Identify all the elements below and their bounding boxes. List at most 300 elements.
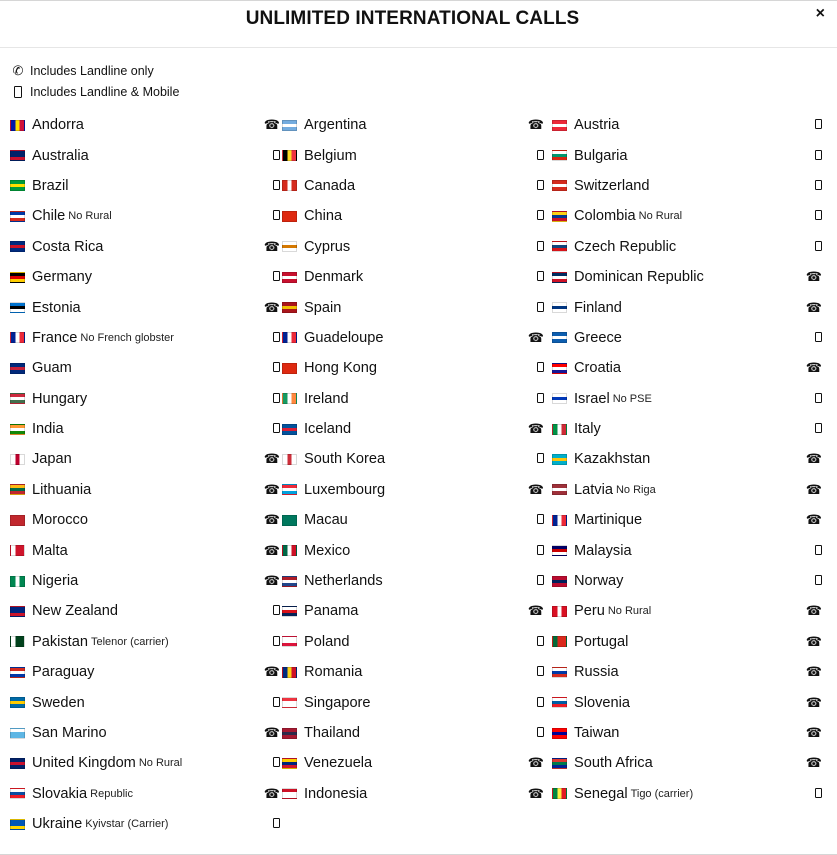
flag-icon (282, 363, 297, 374)
mobile-icon (10, 86, 26, 98)
country-row (552, 566, 822, 596)
country-name: Croatia (574, 360, 622, 377)
flag-icon (10, 728, 25, 739)
country-row (10, 475, 280, 505)
country-row (10, 444, 280, 474)
flag-icon (552, 120, 567, 131)
country-name: Malaysia (574, 542, 632, 559)
country-name: Ukraine (32, 816, 83, 833)
flag-icon (282, 545, 297, 556)
phone-icon: ✆ (12, 63, 24, 78)
phone-icon: ☎ (527, 755, 544, 771)
country-note: Tigo (carrier) (630, 787, 694, 800)
country-row (10, 262, 280, 292)
phone-icon: ☎ (263, 664, 280, 680)
mobile-icon (537, 450, 544, 468)
flag-icon (552, 272, 567, 283)
phone-icon: ☎ (805, 725, 822, 740)
legend-landline (10, 60, 179, 81)
country-name: Pakistan (32, 633, 88, 650)
country-row (552, 292, 822, 322)
country-name: Peru (574, 603, 605, 620)
flag-icon (282, 393, 297, 404)
phone-icon: ☎ (263, 117, 280, 133)
flag-icon (282, 576, 297, 587)
country-row (552, 687, 822, 717)
mobile-icon (537, 207, 544, 225)
country-row (552, 444, 822, 474)
country-row (10, 323, 280, 353)
country-row (552, 110, 822, 140)
legend-label: Includes Landline & Mobile (30, 84, 180, 99)
flag-icon (10, 606, 25, 617)
country-row (282, 201, 554, 231)
country-column-2 (282, 110, 554, 809)
country-name: Austria (574, 117, 620, 134)
phone-icon: ☎ (805, 512, 822, 528)
country-row (10, 566, 280, 596)
mobile-icon (815, 329, 822, 347)
legend-label: Includes Landline only (30, 63, 154, 78)
mobile-icon (273, 815, 280, 833)
phone-icon: ☎ (263, 725, 280, 740)
country-name: Panama (304, 603, 359, 620)
flag-icon (10, 393, 25, 404)
country-row (282, 384, 554, 414)
flag-icon (282, 241, 297, 252)
country-name: Greece (574, 329, 622, 346)
country-row (552, 171, 822, 201)
flag-icon (552, 636, 567, 647)
country-row (552, 140, 822, 170)
mobile-icon (815, 116, 822, 134)
country-row (552, 323, 822, 353)
country-name: Lithuania (32, 481, 92, 498)
country-row (10, 535, 280, 565)
country-row (552, 232, 822, 262)
close-icon[interactable]: × (815, 5, 825, 22)
country-name: Venezuela (304, 755, 373, 772)
flag-icon (282, 302, 297, 313)
country-name: Malta (32, 542, 68, 559)
country-row (282, 535, 554, 565)
country-row (10, 809, 280, 839)
country-note: No French globster (80, 331, 174, 344)
mobile-icon (537, 238, 544, 256)
mobile-icon (815, 238, 822, 256)
country-row (282, 627, 554, 657)
flag-icon (10, 272, 25, 283)
country-name: Martinique (574, 512, 643, 529)
country-row (282, 505, 554, 535)
country-name: Netherlands (304, 573, 383, 590)
country-note: Republic (90, 787, 133, 800)
phone-icon: ☎ (527, 785, 544, 801)
country-name: Senegal (574, 785, 628, 802)
country-name: Hong Kong (304, 360, 378, 377)
phone-icon: ☎ (805, 481, 822, 497)
flag-icon (282, 211, 297, 222)
mobile-icon (537, 390, 544, 408)
flag-icon (10, 758, 25, 769)
mobile-icon (273, 754, 280, 772)
country-note: No Riga (615, 483, 656, 496)
flag-icon (552, 606, 567, 617)
country-name: Norway (574, 573, 624, 590)
country-name: Canada (304, 177, 356, 194)
flag-icon (10, 515, 25, 526)
country-row (10, 687, 280, 717)
flag-icon (10, 332, 25, 343)
legend-mobile (10, 81, 179, 102)
phone-icon: ☎ (263, 785, 280, 801)
mobile-icon (815, 572, 822, 590)
country-row (10, 627, 280, 657)
mobile-icon (537, 177, 544, 195)
country-name: Iceland (304, 421, 352, 438)
country-name: Australia (32, 147, 89, 164)
country-row (282, 566, 554, 596)
dialog-header (0, 1, 837, 48)
flag-icon (10, 819, 25, 830)
country-row (552, 262, 822, 292)
mobile-icon (815, 147, 822, 165)
country-row (282, 748, 554, 778)
mobile-icon (273, 147, 280, 165)
mobile-icon (537, 663, 544, 681)
mobile-icon (273, 694, 280, 712)
mobile-icon (537, 572, 544, 590)
flag-icon (552, 728, 567, 739)
country-name: Kazakhstan (574, 451, 651, 468)
mobile-icon (537, 359, 544, 377)
country-name: Argentina (304, 117, 367, 134)
country-name: Israel (574, 390, 610, 407)
flag-icon (552, 302, 567, 313)
country-row (282, 657, 554, 687)
phone-icon: ☎ (527, 421, 544, 437)
mobile-icon (273, 602, 280, 620)
country-name: Thailand (304, 725, 360, 741)
country-name: France (32, 329, 78, 346)
dialog-title: UNLIMITED INTERNATIONAL CALLS (245, 8, 580, 29)
country-name: Slovakia (32, 785, 88, 802)
phone-icon: ☎ (527, 117, 544, 133)
flag-icon (10, 302, 25, 313)
country-row (552, 201, 822, 231)
flag-icon (552, 576, 567, 587)
mobile-icon (815, 542, 822, 560)
country-name: United Kingdom (32, 755, 136, 772)
country-name: Cyprus (304, 238, 351, 255)
flag-icon (282, 454, 297, 465)
mobile-icon (815, 390, 822, 408)
flag-icon (282, 484, 297, 495)
country-name: South Korea (304, 451, 386, 468)
mobile-icon (273, 390, 280, 408)
flag-icon (552, 758, 567, 769)
mobile-icon (815, 207, 822, 225)
country-row (10, 596, 280, 626)
mobile-icon (273, 420, 280, 438)
country-name: Portugal (574, 633, 629, 650)
flag-icon (10, 180, 25, 191)
country-name: Brazil (32, 177, 69, 194)
country-name: Finland (574, 299, 622, 316)
country-name: Nigeria (32, 573, 79, 590)
country-note: No PSE (612, 392, 652, 405)
country-name: Mexico (304, 542, 351, 559)
country-name: Belgium (304, 147, 357, 164)
country-name: Spain (304, 299, 342, 316)
mobile-icon (537, 147, 544, 165)
country-name: Japan (32, 451, 72, 468)
mobile-icon (537, 633, 544, 651)
country-row (552, 627, 822, 657)
country-note: No Rural (138, 757, 183, 770)
country-row (552, 535, 822, 565)
flag-icon (10, 484, 25, 495)
country-name: Colombia (574, 208, 636, 225)
country-name: Italy (574, 421, 601, 438)
country-row (552, 779, 822, 809)
mobile-icon (537, 299, 544, 317)
country-name: Latvia (574, 481, 613, 498)
flag-icon (10, 788, 25, 799)
mobile-icon (537, 511, 544, 529)
phone-icon: ☎ (263, 299, 280, 315)
flag-icon (282, 606, 297, 617)
flag-icon (10, 667, 25, 678)
country-row (552, 657, 822, 687)
flag-icon (282, 272, 297, 283)
flag-icon (552, 424, 567, 435)
mobile-icon (537, 542, 544, 560)
country-name: Morocco (32, 512, 88, 529)
phone-icon: ☎ (805, 269, 822, 285)
country-row (282, 292, 554, 322)
phone-icon: ☎ (263, 481, 280, 497)
country-name: Chile (32, 208, 66, 225)
legend (10, 60, 179, 102)
country-note: No Rural (607, 605, 652, 618)
mobile-icon (537, 694, 544, 712)
mobile-icon (273, 359, 280, 377)
phone-icon: ☎ (263, 238, 280, 254)
country-name: India (32, 421, 64, 438)
country-name: Switzerland (574, 177, 650, 194)
country-name: Taiwan (574, 725, 620, 741)
country-name: Romania (304, 664, 363, 681)
country-name: Andorra (32, 117, 84, 134)
flag-icon (10, 636, 25, 647)
phone-icon: ☎ (805, 694, 822, 710)
flag-icon (552, 788, 567, 799)
flag-icon (552, 211, 567, 222)
country-name: Poland (304, 633, 350, 650)
phone-icon: ☎ (805, 755, 822, 771)
phone-icon: ☎ (805, 603, 822, 619)
mobile-icon (537, 268, 544, 286)
country-row (282, 171, 554, 201)
phone-icon: ☎ (263, 512, 280, 528)
flag-icon (282, 180, 297, 191)
country-row (282, 232, 554, 262)
country-name: Paraguay (32, 664, 95, 681)
flag-icon (282, 788, 297, 799)
phone-icon: ☎ (805, 360, 822, 376)
flag-icon (10, 454, 25, 465)
country-name: Slovenia (574, 694, 630, 711)
flag-icon (552, 545, 567, 556)
country-row (282, 779, 554, 809)
country-row (552, 414, 822, 444)
mobile-icon (815, 177, 822, 195)
country-row (10, 414, 280, 444)
flag-icon (10, 545, 25, 556)
country-row (10, 505, 280, 535)
phone-icon: ☎ (527, 329, 544, 345)
country-row (10, 232, 280, 262)
phone-icon: ☎ (527, 481, 544, 497)
country-name: San Marino (32, 725, 107, 741)
flag-icon (552, 515, 567, 526)
country-note: No Rural (638, 210, 683, 223)
country-row (552, 718, 822, 748)
flag-icon (552, 150, 567, 161)
flag-icon (282, 332, 297, 343)
flag-icon (552, 180, 567, 191)
country-row (552, 384, 822, 414)
country-row (282, 414, 554, 444)
country-row (282, 353, 554, 383)
country-name: Hungary (32, 390, 88, 407)
flag-icon (552, 697, 567, 708)
country-row (282, 596, 554, 626)
flag-icon (282, 728, 297, 739)
phone-icon: ☎ (527, 603, 544, 619)
country-row (282, 475, 554, 505)
country-name: China (304, 208, 343, 225)
phone-icon: ☎ (805, 451, 822, 467)
country-name: Estonia (32, 299, 81, 316)
country-row (282, 262, 554, 292)
phone-icon: ☎ (805, 633, 822, 649)
mobile-icon (537, 724, 544, 742)
country-name: Ireland (304, 390, 349, 407)
flag-icon (282, 667, 297, 678)
flag-icon (282, 424, 297, 435)
country-row (552, 475, 822, 505)
flag-icon (10, 150, 25, 161)
phone-icon: ☎ (263, 542, 280, 558)
country-name: New Zealand (32, 603, 118, 620)
country-name: Costa Rica (32, 238, 104, 255)
flag-icon (552, 667, 567, 678)
phone-icon: ☎ (263, 573, 280, 589)
country-name: Guadeloupe (304, 329, 384, 346)
country-row (10, 718, 280, 748)
country-name: Dominican Republic (574, 269, 704, 286)
country-name: Guam (32, 360, 72, 377)
flag-icon (10, 241, 25, 252)
country-row (10, 748, 280, 778)
country-column-3 (552, 110, 822, 809)
phone-icon: ☎ (805, 299, 822, 315)
country-name: Luxembourg (304, 481, 386, 498)
country-name: Denmark (304, 269, 364, 286)
country-row (10, 353, 280, 383)
country-row (552, 505, 822, 535)
flag-icon (10, 211, 25, 222)
mobile-icon (273, 177, 280, 195)
country-row (282, 444, 554, 474)
country-name: Sweden (32, 694, 85, 711)
mobile-icon (273, 207, 280, 225)
flag-icon (552, 484, 567, 495)
country-row (10, 201, 280, 231)
country-name: Czech Republic (574, 238, 677, 255)
country-name: Bulgaria (574, 147, 628, 164)
country-row (282, 323, 554, 353)
country-row (552, 596, 822, 626)
country-row (10, 110, 280, 140)
country-row (10, 657, 280, 687)
mobile-icon (273, 329, 280, 347)
flag-icon (10, 697, 25, 708)
country-row (10, 384, 280, 414)
country-note: Telenor (carrier) (90, 635, 169, 648)
country-row (552, 748, 822, 778)
flag-icon (282, 515, 297, 526)
flag-icon (552, 332, 567, 343)
flag-icon (552, 363, 567, 374)
country-name: Germany (32, 269, 93, 286)
flag-icon (282, 697, 297, 708)
country-row (282, 687, 554, 717)
flag-icon (552, 393, 567, 404)
country-row (10, 171, 280, 201)
flag-icon (282, 758, 297, 769)
flag-icon (282, 150, 297, 161)
flag-icon (10, 576, 25, 587)
country-name: Macau (304, 512, 348, 529)
country-row (10, 292, 280, 322)
flag-icon (552, 454, 567, 465)
mobile-icon (815, 420, 822, 438)
flag-icon (10, 363, 25, 374)
country-name: Russia (574, 664, 619, 681)
flag-icon (10, 120, 25, 131)
flag-icon (552, 241, 567, 252)
flag-icon (282, 120, 297, 131)
country-column-1 (10, 110, 280, 839)
country-row (10, 140, 280, 170)
country-row (282, 110, 554, 140)
country-name: Indonesia (304, 785, 368, 802)
country-row (282, 140, 554, 170)
country-name: South Africa (574, 755, 653, 772)
mobile-icon (273, 633, 280, 651)
mobile-icon (815, 785, 822, 803)
country-note: Kyivstar (Carrier) (85, 818, 169, 831)
country-note: No Rural (68, 210, 112, 223)
country-name: Singapore (304, 694, 371, 711)
country-row (282, 718, 554, 748)
mobile-icon (273, 268, 280, 286)
phone-icon: ☎ (263, 451, 280, 467)
phone-icon: ☎ (805, 664, 822, 680)
